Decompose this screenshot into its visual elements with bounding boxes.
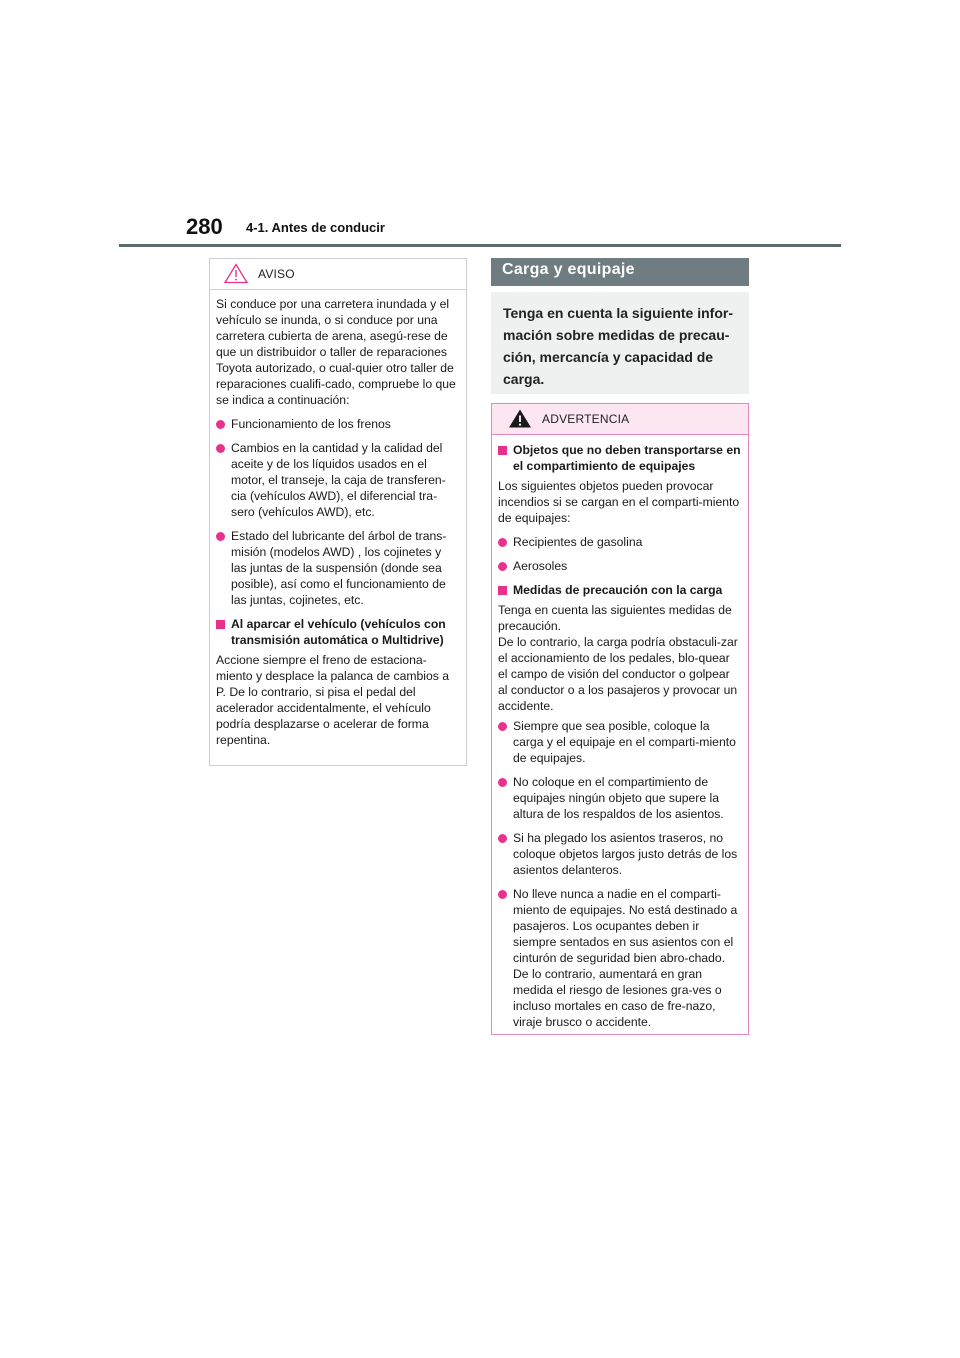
bullet-icon [498, 890, 507, 899]
list-item: Si ha plegado los asientos traseros, no coloque objetos largos justo detrás de los asientos delanteros. [498, 830, 742, 878]
square-bullet-icon [498, 446, 507, 455]
advertencia-sub2-text-1: Tenga en cuenta las siguientes medidas de precaución. [498, 603, 732, 633]
advertencia-subheading-1: Objetos que no deben transportarse en el compartimiento de equipajes [498, 442, 742, 474]
advertencia-title: ADVERTENCIA [542, 412, 630, 426]
header-rule [119, 244, 841, 247]
intro-line: ción, mercancía y capacidad de [503, 349, 714, 365]
intro-line: carga. [503, 371, 545, 387]
carga-heading-bar [491, 258, 749, 286]
carga-intro-box [491, 292, 749, 394]
list-item: Siempre que sea posible, coloque la carga y el equipaje en el comparti-miento de equipajes. [498, 718, 742, 766]
aviso-subtext: Accione siempre el freno de estaciona-miento y desplace la palanca de cambios a P. De lo contrario, si pisa el pedal del acelerador accidentalmente, el vehículo podría desplazarse o acelerar de forma repentina. [216, 653, 450, 747]
list-item: Funcionamiento de los frenos [216, 416, 460, 432]
bullet-icon [216, 444, 225, 453]
bullet-icon [216, 420, 225, 429]
aviso-intro: Si conduce por una carretera inundada y el vehículo se inunda, o si conduce por una carretera cubierta de arena, asegú-rese de que un distribuidor o taller de reparaciones Toyota autorizado, o cual-quier otro taller de reparaciones cualifi-cado, compruebe lo que se indica a continuación: [216, 297, 456, 407]
advertencia-header [492, 404, 748, 435]
bullet-icon [498, 562, 507, 571]
square-bullet-icon [216, 620, 225, 629]
warning-icon [508, 408, 532, 429]
list-item: Aerosoles [498, 558, 742, 574]
list-item: No coloque en el compartimiento de equipajes ningún objeto que supere la altura de los respaldos de los asientos. [498, 774, 742, 822]
aviso-box [209, 258, 467, 766]
bullet-icon [498, 778, 507, 787]
aviso-subheading: Al aparcar el vehículo (vehículos con transmisión automática o Multidrive) [216, 616, 460, 648]
list-item: No lleve nunca a nadie en el comparti-miento de equipajes. No está destinado a pasajeros. Los ocupantes deben ir siempre sentados en sus asientos con el cinturón de seguridad bien abro-chado. De lo contrario, aumentará en gran medida el riesgo de lesiones gra-ves o incluso mortales en caso de fre-nazo, viraje brusco o accidente. [498, 886, 742, 1030]
intro-line: Tenga en cuenta la siguiente infor- [503, 305, 733, 321]
bullet-icon [498, 722, 507, 731]
intro-line: mación sobre medidas de precau- [503, 327, 730, 343]
page-number: 280 [186, 214, 223, 239]
aviso-header [210, 259, 466, 290]
advertencia-subheading-2: Medidas de precaución con la carga [498, 582, 742, 598]
list-item: Cambios en la cantidad y la calidad del aceite y de los líquidos usados en el motor, el transeje, la caja de transferen-cia (vehículos AWD), el diferencial tra-sero (vehículos AWD), etc. [216, 440, 460, 520]
section-title: 4-1. Antes de conducir [246, 220, 385, 235]
carga-title: Carga y equipaje [502, 261, 635, 278]
advertencia-sub2-text-2: De lo contrario, la carga podría obstaculi-zar el accionamiento de los pedales, blo-quear el campo de visión del conductor o golpear al conductor o a los pasajeros y provocar un accidente. [498, 635, 738, 713]
advertencia-box [491, 403, 749, 1035]
warning-outline-icon [224, 263, 248, 284]
bullet-icon [498, 834, 507, 843]
aviso-title: AVISO [258, 267, 295, 281]
list-item: Estado del lubricante del árbol de trans-misión (modelos AWD) , los cojinetes y las juntas de la suspensión (donde sea posible), así como el funcionamiento de las juntas, cojinetes, etc. [216, 528, 460, 608]
bullet-icon [498, 538, 507, 547]
list-item: Recipientes de gasolina [498, 534, 742, 550]
bullet-icon [216, 532, 225, 541]
advertencia-sub1-text: Los siguientes objetos pueden provocar incendios si se cargan en el comparti-miento de equipajes: [498, 479, 740, 525]
square-bullet-icon [498, 586, 507, 595]
